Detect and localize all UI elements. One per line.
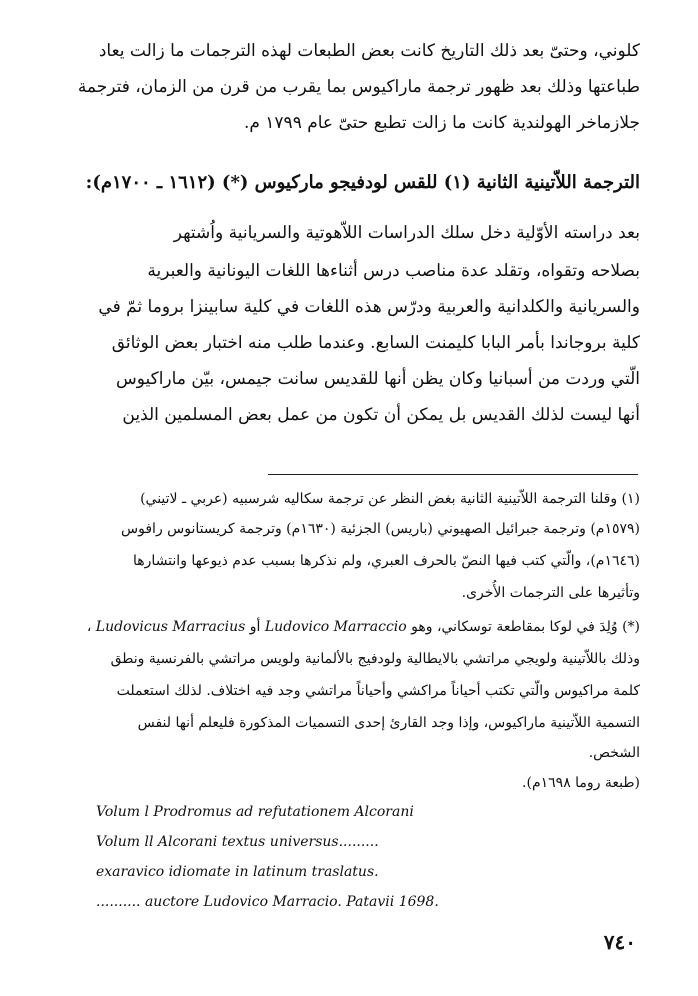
footnote-star-line-5: الشخص. xyxy=(588,745,640,761)
intro-line-3: جلازماخر الهولندية كانت ما زالت تطبع حتىّ عام ١٧٩٩ م. xyxy=(243,113,640,133)
section-line-3: والسريانية والكلدانية والعربية ودرّس هذه اللغات في كلية سابينزا بروما ثمّ في xyxy=(98,297,640,317)
section-heading: الترجمة اللاّتينية الثانية (١) للقس لودفيجو ماركيوس (*) (١٦١٢ ـ ١٧٠٠م): xyxy=(85,172,640,193)
intro-line-1: كلوني، وحتىّ بعد ذلك التاريخ كانت بعض الطبعات لهذه الترجمات ما زالت يعاد xyxy=(98,41,640,61)
footnote-star-latin-a: Ludovico Marraccio xyxy=(264,619,407,635)
edition-note: (طبعة روما ١٦٩٨م). xyxy=(522,775,640,791)
footnote-star-line-4: التسمية اللاّتينية ماراكيوس، وإذا وجد القارئ إحدى التسميات المذكورة فليعلم أنها لنفس xyxy=(137,715,640,731)
footnote-star-or: أو xyxy=(249,619,261,635)
section-line-1: بعد دراسته الأوّلية دخل سلك الدراسات اللاّهوتية والسريانية واُشتهر xyxy=(173,223,640,243)
latin-title-line-4: .......... auctore Ludovico Marracio. Patavii 1698. xyxy=(96,894,439,910)
footnote-star-line-3: كلمة مراكيوس والّتي تكتب أحياناً مراكشي وأحياناً مراتشي وجد فيه اختلاف. لذلك استعملت xyxy=(116,683,640,699)
footnote-star-line-2: وذلك باللاّتينية ولويجي مراتشي بالايطالية ولودفيج بالألمانية ولويس مراتشي بالفرنسية ونطق xyxy=(110,651,640,667)
footnote-star-line-1 xyxy=(58,614,640,640)
latin-title-line-2: Volum ll Alcorani textus universus......... xyxy=(96,834,379,850)
latin-title-line-3: exaravico idiomate in latinum traslatus. xyxy=(96,864,379,880)
section-line-5: الّتي وردت من أسبانيا وكان يظن أنها للقديس سانت جيمس، بيّن ماراكيوس xyxy=(115,369,640,389)
footnote-star-comma: ، xyxy=(86,619,92,635)
intro-line-2: طباعتها وذلك بعد ظهور ترجمة ماراكيوس بما يقرب من قرن من الزمان، فترجمة xyxy=(77,77,640,97)
footnote-star-latin-b: Ludovicus Marracius xyxy=(95,619,246,635)
footnote-1-line-3: (١٦٤٦م)، والّتي كتب فيها النصّ بالحرف العبري، ولم نذكرها بسبب عدم ذيوعها وانتشارها xyxy=(133,553,640,569)
section-line-6: أنها ليست لذلك القديس بل يمكن أن تكون من عمل بعض المسلمين الذين xyxy=(122,405,640,425)
footnote-star-arabic: (*) وُلِدَ في لوكا بمقاطعة توسكاني، وهو xyxy=(411,619,640,635)
footnote-1-line-1: (١) وقلنا الترجمة اللاّتينية الثانية بغض النظر عن ترجمة سكاليه شرسبيه (عربي ـ لاتيني) xyxy=(140,491,640,507)
section-line-4: كلية بروجاندا بأمر البابا كليمنت السابع. وعندما طلب منه اختبار بعض الوثائق xyxy=(111,333,640,353)
page-number: ٧٤٠ xyxy=(603,930,636,954)
footnote-1-line-2: (١٥٧٩م) وترجمة جبرائيل الصهيوني (باريس) الجزئية (١٦٣٠م) وترجمة كريستانوس رافوس xyxy=(121,521,640,537)
footnote-separator xyxy=(268,474,638,475)
footnote-1-line-4: وتأثيرها على الترجمات الأُخرى. xyxy=(461,585,640,601)
latin-title-line-1: Volum l Prodromus ad refutationem Alcorani xyxy=(96,804,414,820)
section-line-2: بصلاحه وتقواه، وتقلد عدة مناصب درس أثناءها اللغات اليونانية والعبرية xyxy=(147,261,640,281)
